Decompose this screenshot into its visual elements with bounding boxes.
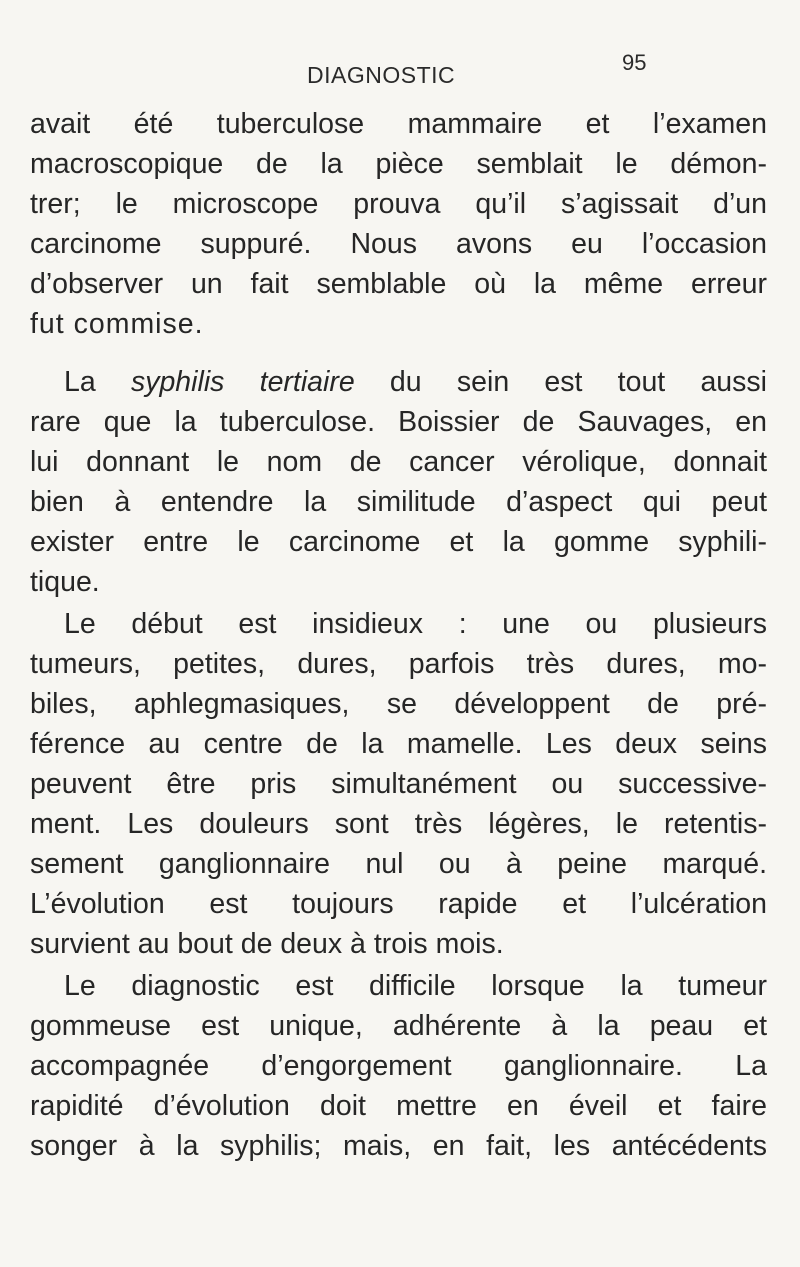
text-line: sement ganglionnaire nul ou à peine marqué.	[30, 848, 767, 880]
text-line: survient au bout de deux à trois mois.	[30, 928, 504, 960]
text-line: gommeuse est unique, adhérente à la peau et	[30, 1010, 767, 1042]
text-fragment: La	[64, 366, 131, 398]
text-line: rare que la tuberculose. Boissier de Sauvages, en	[30, 406, 767, 438]
text-line: biles, aphlegmasiques, se développent de pré-	[30, 688, 767, 720]
text-line: trer; le microscope prouva qu’il s’agissait d’un	[30, 188, 767, 220]
text-line: avait été tuberculose mammaire et l’examen	[30, 108, 767, 140]
text-line: lui donnant le nom de cancer vérolique, donnait	[30, 446, 767, 478]
text-line: carcinome suppuré. Nous avons eu l’occasion	[30, 228, 767, 260]
text-fragment: du sein est tout aussi	[354, 366, 767, 398]
text-line: Le diagnostic est difficile lorsque la tumeur	[64, 970, 767, 1002]
text-line: d’observer un fait semblable où la même erreur	[30, 268, 767, 300]
text-line: peuvent être pris simultanément ou successive-	[30, 768, 767, 800]
text-line: fut commise.	[30, 308, 204, 340]
text-line: férence au centre de la mamelle. Les deux seins	[30, 728, 767, 760]
text-line: macroscopique de la pièce semblait le démon-	[30, 148, 767, 180]
page-number: 95	[622, 50, 647, 75]
text-line: tique.	[30, 566, 100, 598]
text-line: L’évolution est toujours rapide et l’ulcération	[30, 888, 767, 920]
text-line: songer à la syphilis; mais, en fait, les antécédents	[30, 1130, 767, 1162]
text-line: Le début est insidieux : une ou plusieurs	[64, 608, 767, 640]
text-line: accompagnée d’engorgement ganglionnaire. La	[30, 1050, 767, 1082]
text-line: exister entre le carcinome et la gomme syphili-	[30, 526, 767, 558]
italic-term: syphilis tertiaire	[130, 366, 355, 398]
text-line-with-italic	[64, 368, 767, 397]
running-head-title: DIAGNOSTIC	[307, 62, 456, 88]
text-line: tumeurs, petites, dures, parfois très dures, mo-	[30, 648, 767, 680]
text-line: ment. Les douleurs sont très légères, le retentis-	[30, 808, 767, 840]
text-line: rapidité d’évolution doit mettre en éveil et faire	[30, 1090, 767, 1122]
text-line: bien à entendre la similitude d’aspect qui peut	[30, 486, 767, 518]
